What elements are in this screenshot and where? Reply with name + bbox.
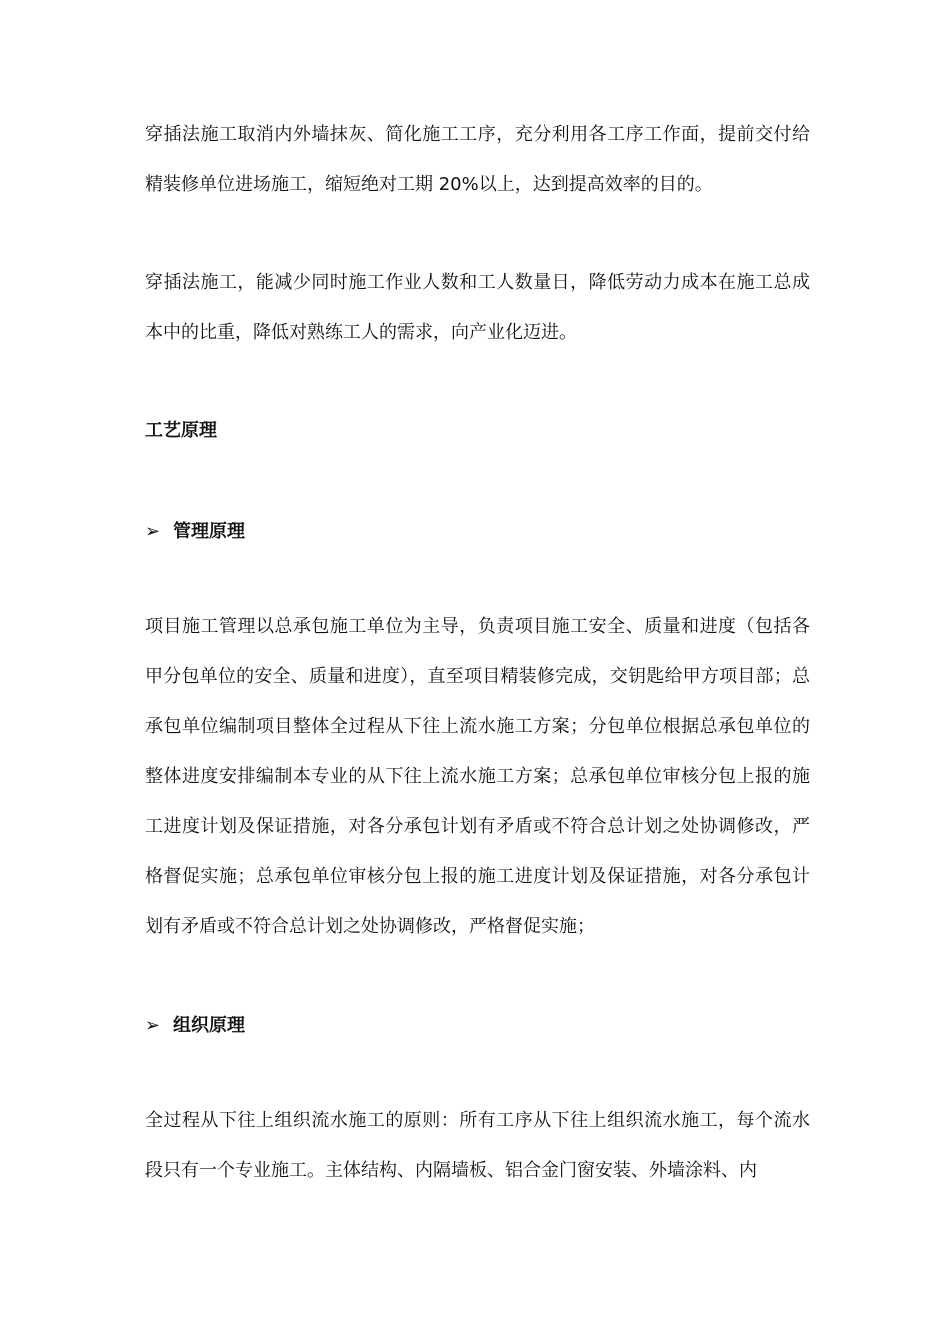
arrow-bullet-icon: ➢ (145, 521, 161, 542)
subheading-organization (145, 1011, 245, 1041)
paragraph-organization: 全过程从下往上组织流水施工的原则：所有工序从下往上组织流水施工，每个流水段只有一个专业施工。主体结构、内隔墙板、铝合金门窗安装、外墙涂料、内 (145, 1110, 810, 1181)
paragraph-efficiency: 穿插法施工取消内外墙抹灰、简化施工工序，充分利用各工序工作面，提前交付给精装修单位进场施工，缩短绝对工期 20%以上，达到提高效率的目的。 (145, 124, 810, 195)
subheading-management-label: 管理原理 (173, 521, 245, 542)
subheading-organization-label: 组织原理 (173, 1015, 245, 1036)
section-heading: 工艺原理 (145, 420, 217, 441)
subheading-management (145, 517, 245, 547)
paragraph-labor: 穿插法施工，能减少同时施工作业人数和工人数量日，降低劳动力成本在施工总成本中的比重，降低对熟练工人的需求，向产业化迈进。 (145, 272, 810, 343)
arrow-bullet-icon: ➢ (145, 1015, 161, 1036)
paragraph-management: 项目施工管理以总承包施工单位为主导，负责项目施工安全、质量和进度（包括各甲分包单位的安全、质量和进度），直至项目精装修完成，交钥匙给甲方项目部；总承包单位编制项目整体全过程从下往上流水施工方案；分包单位根据总承包单位的整体进度安排编制本专业的从下往上流水施工方案；总承包单位审核分包上报的施工进度计划及保证措施，对各分承包计划有矛盾或不符合总计划之处协调修改，严格督促实施；总承包单位审核分包上报的施工进度计划及保证措施，对各分承包计划有矛盾或不符合总计划之处协调修改，严格督促实施； (145, 616, 810, 937)
